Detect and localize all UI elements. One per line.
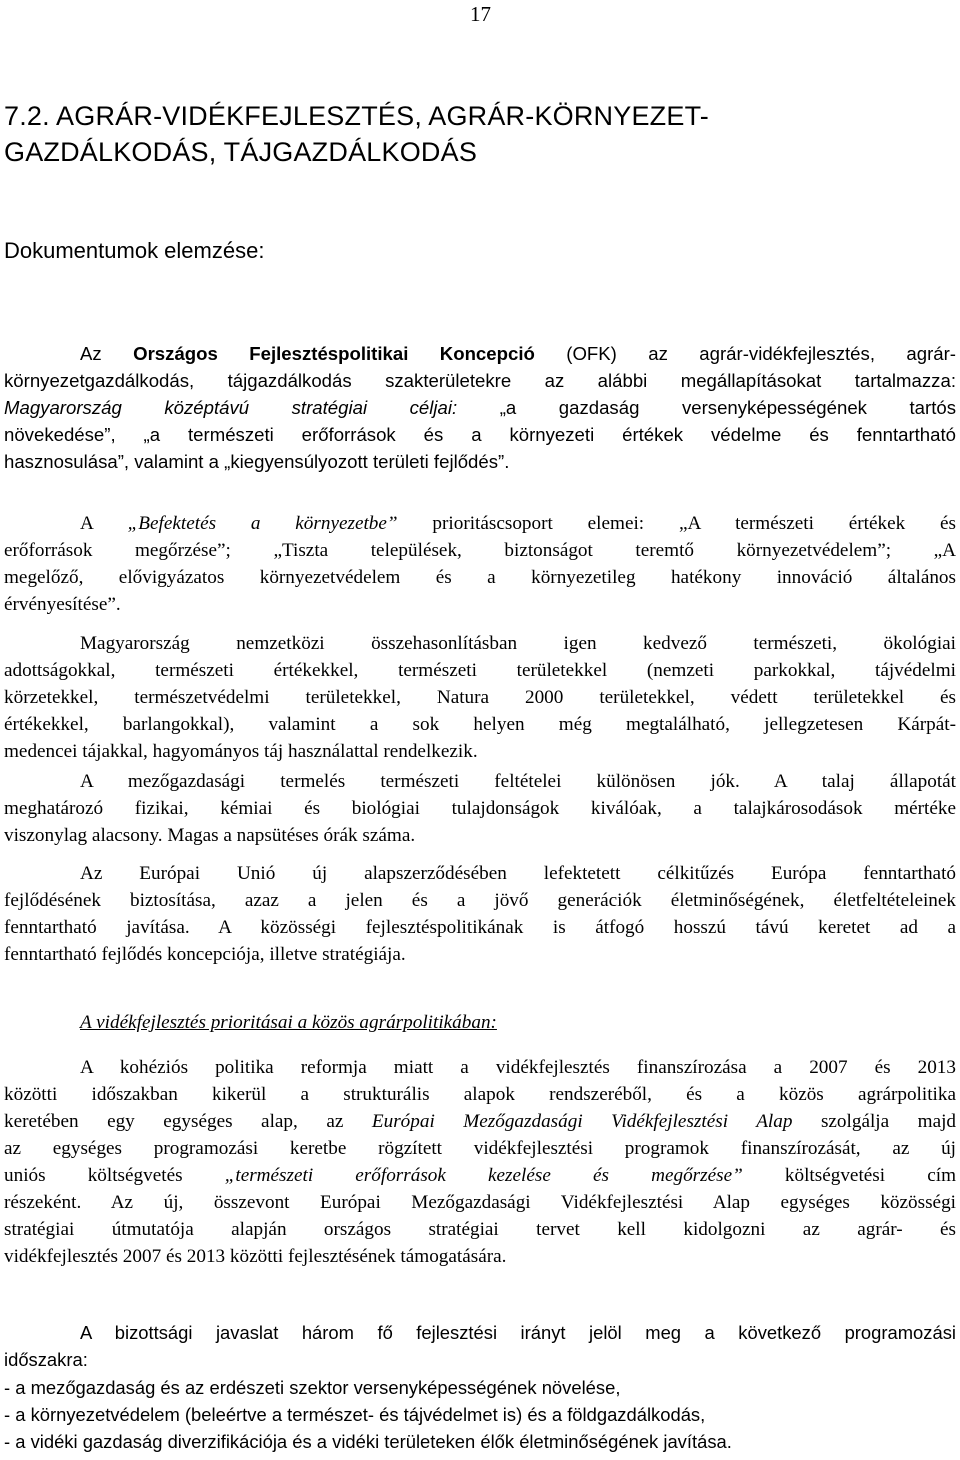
text-run: költségvetési cím [742,1165,956,1186]
paragraph-line: stratégiai útmutatója alapján országos stratégiai tervet kell kidolgozni az agrár- és [4,1219,956,1240]
list-item: - a mezőgazdaság és az erdészeti szektor versenyképességének növelése, [4,1377,621,1398]
text-run: keretében egy egységes alap, az [4,1111,372,1132]
text-run: Az [80,343,134,364]
paragraph-line: medencei tájakkal, hagyományos táj használattal rendelkezik. [4,741,478,762]
section-title-line: 7.2. AGRÁR-VIDÉKFEJLESZTÉS, AGRÁR-KÖRNYEZET- [4,101,709,131]
paragraph-line: környezetgazdálkodás, tájgazdálkodás szakterületekre az alábbi megállapításokat tartalmazza: [4,370,956,391]
section-heading: A vidékfejlesztés prioritásai a közös agrárpolitikában: [80,1012,497,1033]
text-run: prioritáscsoport elemei: „A természeti értékek és [397,513,956,534]
paragraph-line [4,340,956,367]
ofk-paragraph [4,340,956,475]
section-title-line: GAZDÁLKODÁS, TÁJGAZDÁLKODÁS [4,137,478,167]
paragraph-line: időszakra: [4,1349,88,1370]
development-directions-list [4,1374,732,1455]
paragraph-line: fejlődésének biztosítása, azaz a jelen és a jövő generációk életminőségének, életfeltételeinek [4,890,956,911]
paragraph-line: közötti időszakban kikerül a strukturális alapok rendszeréből, és a közös agrárpolitika [4,1084,956,1105]
paragraph-line [4,1162,956,1189]
paragraph-line: A mezőgazdasági termelés természeti feltételei különösen jók. A talaj állapotát [80,771,956,792]
paragraph-line: vidékfejlesztés 2007 és 2013 közötti fejlesztésének támogatására. [4,1246,507,1267]
befektetes-paragraph [4,510,956,618]
eu-paragraph [4,860,956,968]
section-title [4,98,804,170]
paragraph-line: fenntartható fejlődés koncepciója, illetve stratégiája. [4,944,406,965]
text-run: (OFK) az agrár-vidékfejlesztés, agrár- [534,343,956,364]
paragraph-line: megelőző, elővigyázatos környezetvédelem és a környezetileg hatékony innováció általános [4,567,956,588]
paragraph-line: növekedése”, „a természeti erőforrások és a környezeti értékek védelme és fenntartható [4,424,956,445]
italic-term: Európai Mezőgazdasági Vidékfejlesztési Alap [371,1111,793,1132]
text-run: uniós költségvetés [4,1165,225,1186]
paragraph-line: Magyarország nemzetközi összehasonlításban igen kedvező természeti, ökológiai [80,633,956,654]
paragraph-line: viszonylag alacsony. Magas a napsütéses órák száma. [4,825,416,846]
paragraph-line: részeként. Az új, összevont Európai Mezőgazdasági Vidékfejlesztési Alap egységes közösségi [4,1192,956,1213]
paragraph-line: meghatározó fizikai, kémiai és biológiai tulajdonságok kiválóak, a talajkárosodások mértéke [4,798,956,819]
paragraph-line: Az Európai Unió új alapszerződésében lefektetett célkitűzés Európa fenntartható [80,863,956,884]
bold-term: Országos Fejlesztéspolitikai Koncepció [133,343,535,364]
list-item: - a vidéki gazdaság diverzifikációja és a vidéki területeken élők életminőségének javítása. [4,1431,732,1452]
paragraph-line: adottságokkal, természeti értékekkel, természeti területekkel (nemzeti parkokkal, tájvédelmi [4,660,956,681]
italic-term: „természeti erőforrások kezelése és megőrzése” [224,1165,743,1186]
text-run: szolgálja majd [792,1111,957,1132]
paragraph-line: A bizottsági javaslat három fő fejlesztési irányt jelöl meg a következő programozási [80,1322,956,1343]
page-number: 17 [470,2,491,26]
text-run: A [80,513,128,534]
paragraph-line [4,510,956,537]
paragraph-line: érvényesítése”. [4,594,121,615]
italic-term: Magyarország középtávú stratégiai céljai: [4,397,458,418]
paragraph-line [4,394,956,421]
paragraph-line: A kohéziós politika reformja miatt a vidékfejlesztés finanszírozása a 2007 és 2013 [80,1057,956,1078]
subtitle: Dokumentumok elemzése: [4,238,265,263]
paragraph-line: fenntartható javítása. A közösségi fejlesztéspolitikának is átfogó hosszú távú keretet ad a [4,917,956,938]
paragraph-line: az egységes programozási keretbe rögzített vidékfejlesztési programok finanszírozását, az új [4,1138,956,1159]
magyarorszag-paragraph [4,630,956,765]
paragraph-line [4,1108,956,1135]
text-run: „a gazdaság versenyképességének tartós [457,397,957,418]
italic-term: „Befektetés a környezetbe” [127,513,398,534]
paragraph-line: körzetekkel, természetvédelmi területekkel, Natura 2000 területekkel, védett területekkel és [4,687,956,708]
paragraph-line: értékekkel, barlangokkal), valamint a sok helyen még megtalálható, jellegzetesen Kárpát- [4,714,956,735]
kohezio-paragraph [4,1054,956,1270]
mezogazdasag-paragraph [4,768,956,849]
paragraph-line: erőforrások megőrzése”; „Tiszta települések, biztonságot teremtő környezetvédelem”; „A [4,540,956,561]
bizottsagi-paragraph [4,1319,956,1373]
list-item: - a környezetvédelem (beleértve a természet- és tájvédelmet is) és a földgazdálkodás, [4,1404,706,1425]
paragraph-line: hasznosulása”, valamint a „kiegyensúlyozott területi fejlődés”. [4,451,510,472]
